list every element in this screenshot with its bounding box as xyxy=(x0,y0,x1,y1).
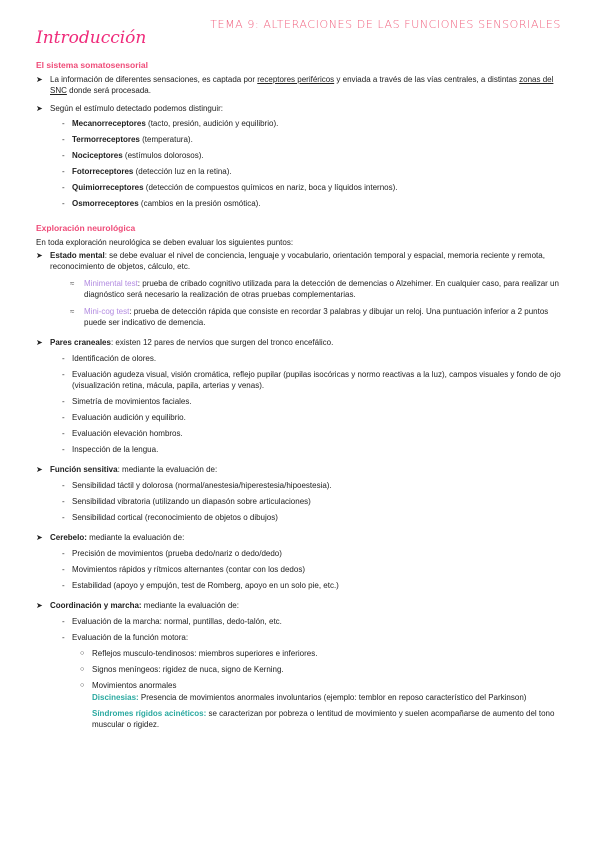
item-pares-craneales: ➤ Pares craneales: existen 12 pares de nervios que surgen del tronco encefálico. xyxy=(36,338,334,347)
list-item: - Inspección de la lengua. xyxy=(62,445,159,454)
arrow-bullet-icon: ➤ xyxy=(36,338,43,347)
dash-icon: - xyxy=(62,413,65,422)
list-item: - Nociceptores (estímulos dolorosos). xyxy=(62,151,204,160)
paragraph-2: ➤ Según el estímulo detectado podemos distinguir: xyxy=(36,104,223,113)
circle-bullet-icon: ○ xyxy=(80,666,85,673)
list-item: - Termorreceptores (temperatura). xyxy=(62,135,193,144)
list-item: - Sensibilidad táctil y dolorosa (normal/anestesia/hiperestesia/hipoestesia). xyxy=(62,481,332,490)
list-item: ○ Reflejos musculo-tendinosos: miembros superiores e inferiores. xyxy=(80,649,318,658)
paragraph-1: ➤ La información de diferentes sensaciones, es captada por receptores periféricos y enviada a través de las vías centrales, a distintas zonas del SNC donde será procesada. xyxy=(36,75,554,95)
item-estado-mental: ➤ Estado mental: se debe evaluar el nivel de conciencia, lenguaje y vocabulario, orientación temporal y espacial, memoria reciente y remota, reconocimiento de objetos, cálculo, etc. xyxy=(36,251,545,271)
approx-icon: ≈ xyxy=(70,307,75,316)
dash-icon: - xyxy=(62,445,65,454)
dash-icon: - xyxy=(62,549,65,558)
section-title-somatosensorial: El sistema somatosensorial xyxy=(36,60,148,70)
list-item: - Mecanorreceptores (tacto, presión, audición y equilibrio). xyxy=(62,119,279,128)
dash-icon: - xyxy=(62,119,65,128)
dash-icon: - xyxy=(62,633,65,642)
dash-icon: - xyxy=(62,199,65,208)
section-intro: En toda exploración neurológica se deben evaluar los siguientes puntos: xyxy=(36,238,294,247)
dash-icon: - xyxy=(62,151,65,160)
arrow-bullet-icon: ➤ xyxy=(36,251,43,260)
arrow-bullet-icon: ➤ xyxy=(36,533,43,542)
dash-icon: - xyxy=(62,370,65,379)
sindromes-note: Síndromes rígidos acinéticos: se caracterizan por pobreza o lentitud de movimiento y suelen acompañarse de aumento del tono muscular o rigidez. xyxy=(92,709,555,729)
dash-icon: - xyxy=(62,497,65,506)
dash-icon: - xyxy=(62,581,65,590)
dash-icon: - xyxy=(62,354,65,363)
item-funcion-sensitiva: ➤ Función sensitiva: mediante la evaluación de: xyxy=(36,465,218,474)
dash-icon: - xyxy=(62,135,65,144)
list-item: ○ Movimientos anormales xyxy=(80,681,177,690)
circle-bullet-icon: ○ xyxy=(80,682,85,689)
dash-icon: - xyxy=(62,565,65,574)
dash-icon: - xyxy=(62,617,65,626)
list-item: - Evaluación elevación hombros. xyxy=(62,429,183,438)
dash-icon: - xyxy=(62,513,65,522)
list-item: - Movimientos rápidos y rítmicos alternantes (contar con los dedos) xyxy=(62,565,305,574)
list-item: - Evaluación audición y equilibrio. xyxy=(62,413,186,422)
item-cerebelo: ➤ Cerebelo: mediante la evaluación de: xyxy=(36,533,185,542)
discinesias-note: Discinesias: Presencia de movimientos anormales involuntarios (ejemplo: temblor en reposo característico del Parkinson) xyxy=(92,693,527,702)
dash-icon: - xyxy=(62,183,65,192)
dash-icon: - xyxy=(62,397,65,406)
topic-title: TEMA 9: ALTERACIONES DE LAS FUNCIONES SENSORIALES xyxy=(210,18,561,31)
test-minimental: ≈ Minimental test: prueba de cribado cognitivo utilizada para la detección de demencias o Alzehimer. En cualquier caso, para realizar un diagnóstico será necesario la realización de otras pruebas complementarias. xyxy=(70,279,559,299)
test-minicog: ≈ Mini-cog test: prueba de detección rápida que consiste en recordar 3 palabras y dibujar un reloj. Una puntuación inferior a 2 puntos puede ser indicativo de demencia. xyxy=(70,307,549,327)
intro-heading: Introducción xyxy=(36,28,147,48)
list-item: - Sensibilidad vibratoria (utilizando un diapasón sobre articulaciones) xyxy=(62,497,311,506)
list-item: - Evaluación de la función motora: xyxy=(62,633,189,642)
receptor-list xyxy=(36,118,566,209)
list-item: - Identificación de olores. xyxy=(62,354,157,363)
dash-icon: - xyxy=(62,481,65,490)
approx-icon: ≈ xyxy=(70,279,75,288)
list-item: - Fotorreceptores (detección luz en la retina). xyxy=(62,167,232,176)
arrow-bullet-icon: ➤ xyxy=(36,104,43,113)
list-item: ○ Signos meníngeos: rigidez de nuca, signo de Kerning. xyxy=(80,665,284,674)
list-item: - Osmorreceptores (cambios en la presión osmótica). xyxy=(62,199,261,208)
arrow-bullet-icon: ➤ xyxy=(36,465,43,474)
section-title-exploracion: Exploración neurológica xyxy=(36,223,136,233)
circle-bullet-icon: ○ xyxy=(80,650,85,657)
list-item: - Quimiorreceptores (detección de compuestos químicos en nariz, boca y líquidos internos). xyxy=(62,183,398,192)
list-item: - Precisión de movimientos (prueba dedo/nariz o dedo/dedo) xyxy=(62,549,282,558)
list-item: - Simetría de movimientos faciales. xyxy=(62,397,192,406)
item-coordinacion: ➤ Coordinación y marcha: mediante la evaluación de: xyxy=(36,601,239,610)
list-item: - Evaluación agudeza visual, visión cromática, reflejo pupilar (pupilas isocóricas y normo reactivas a la luz), campos visuales y fondo de ojo (visualización retina, mácula, papila, arterias y venas). xyxy=(62,370,561,390)
list-item: - Evaluación de la marcha: normal, puntillas, dedo-talón, etc. xyxy=(62,617,282,626)
list-item: - Estabilidad (apoyo y empujón, test de Romberg, apoyo en un solo pie, etc.) xyxy=(62,581,339,590)
content xyxy=(36,60,566,730)
list-item: - Sensibilidad cortical (reconocimiento de objetos o dibujos) xyxy=(62,513,278,522)
arrow-bullet-icon: ➤ xyxy=(36,601,43,610)
dash-icon: - xyxy=(62,167,65,176)
arrow-bullet-icon: ➤ xyxy=(36,75,43,84)
dash-icon: - xyxy=(62,429,65,438)
